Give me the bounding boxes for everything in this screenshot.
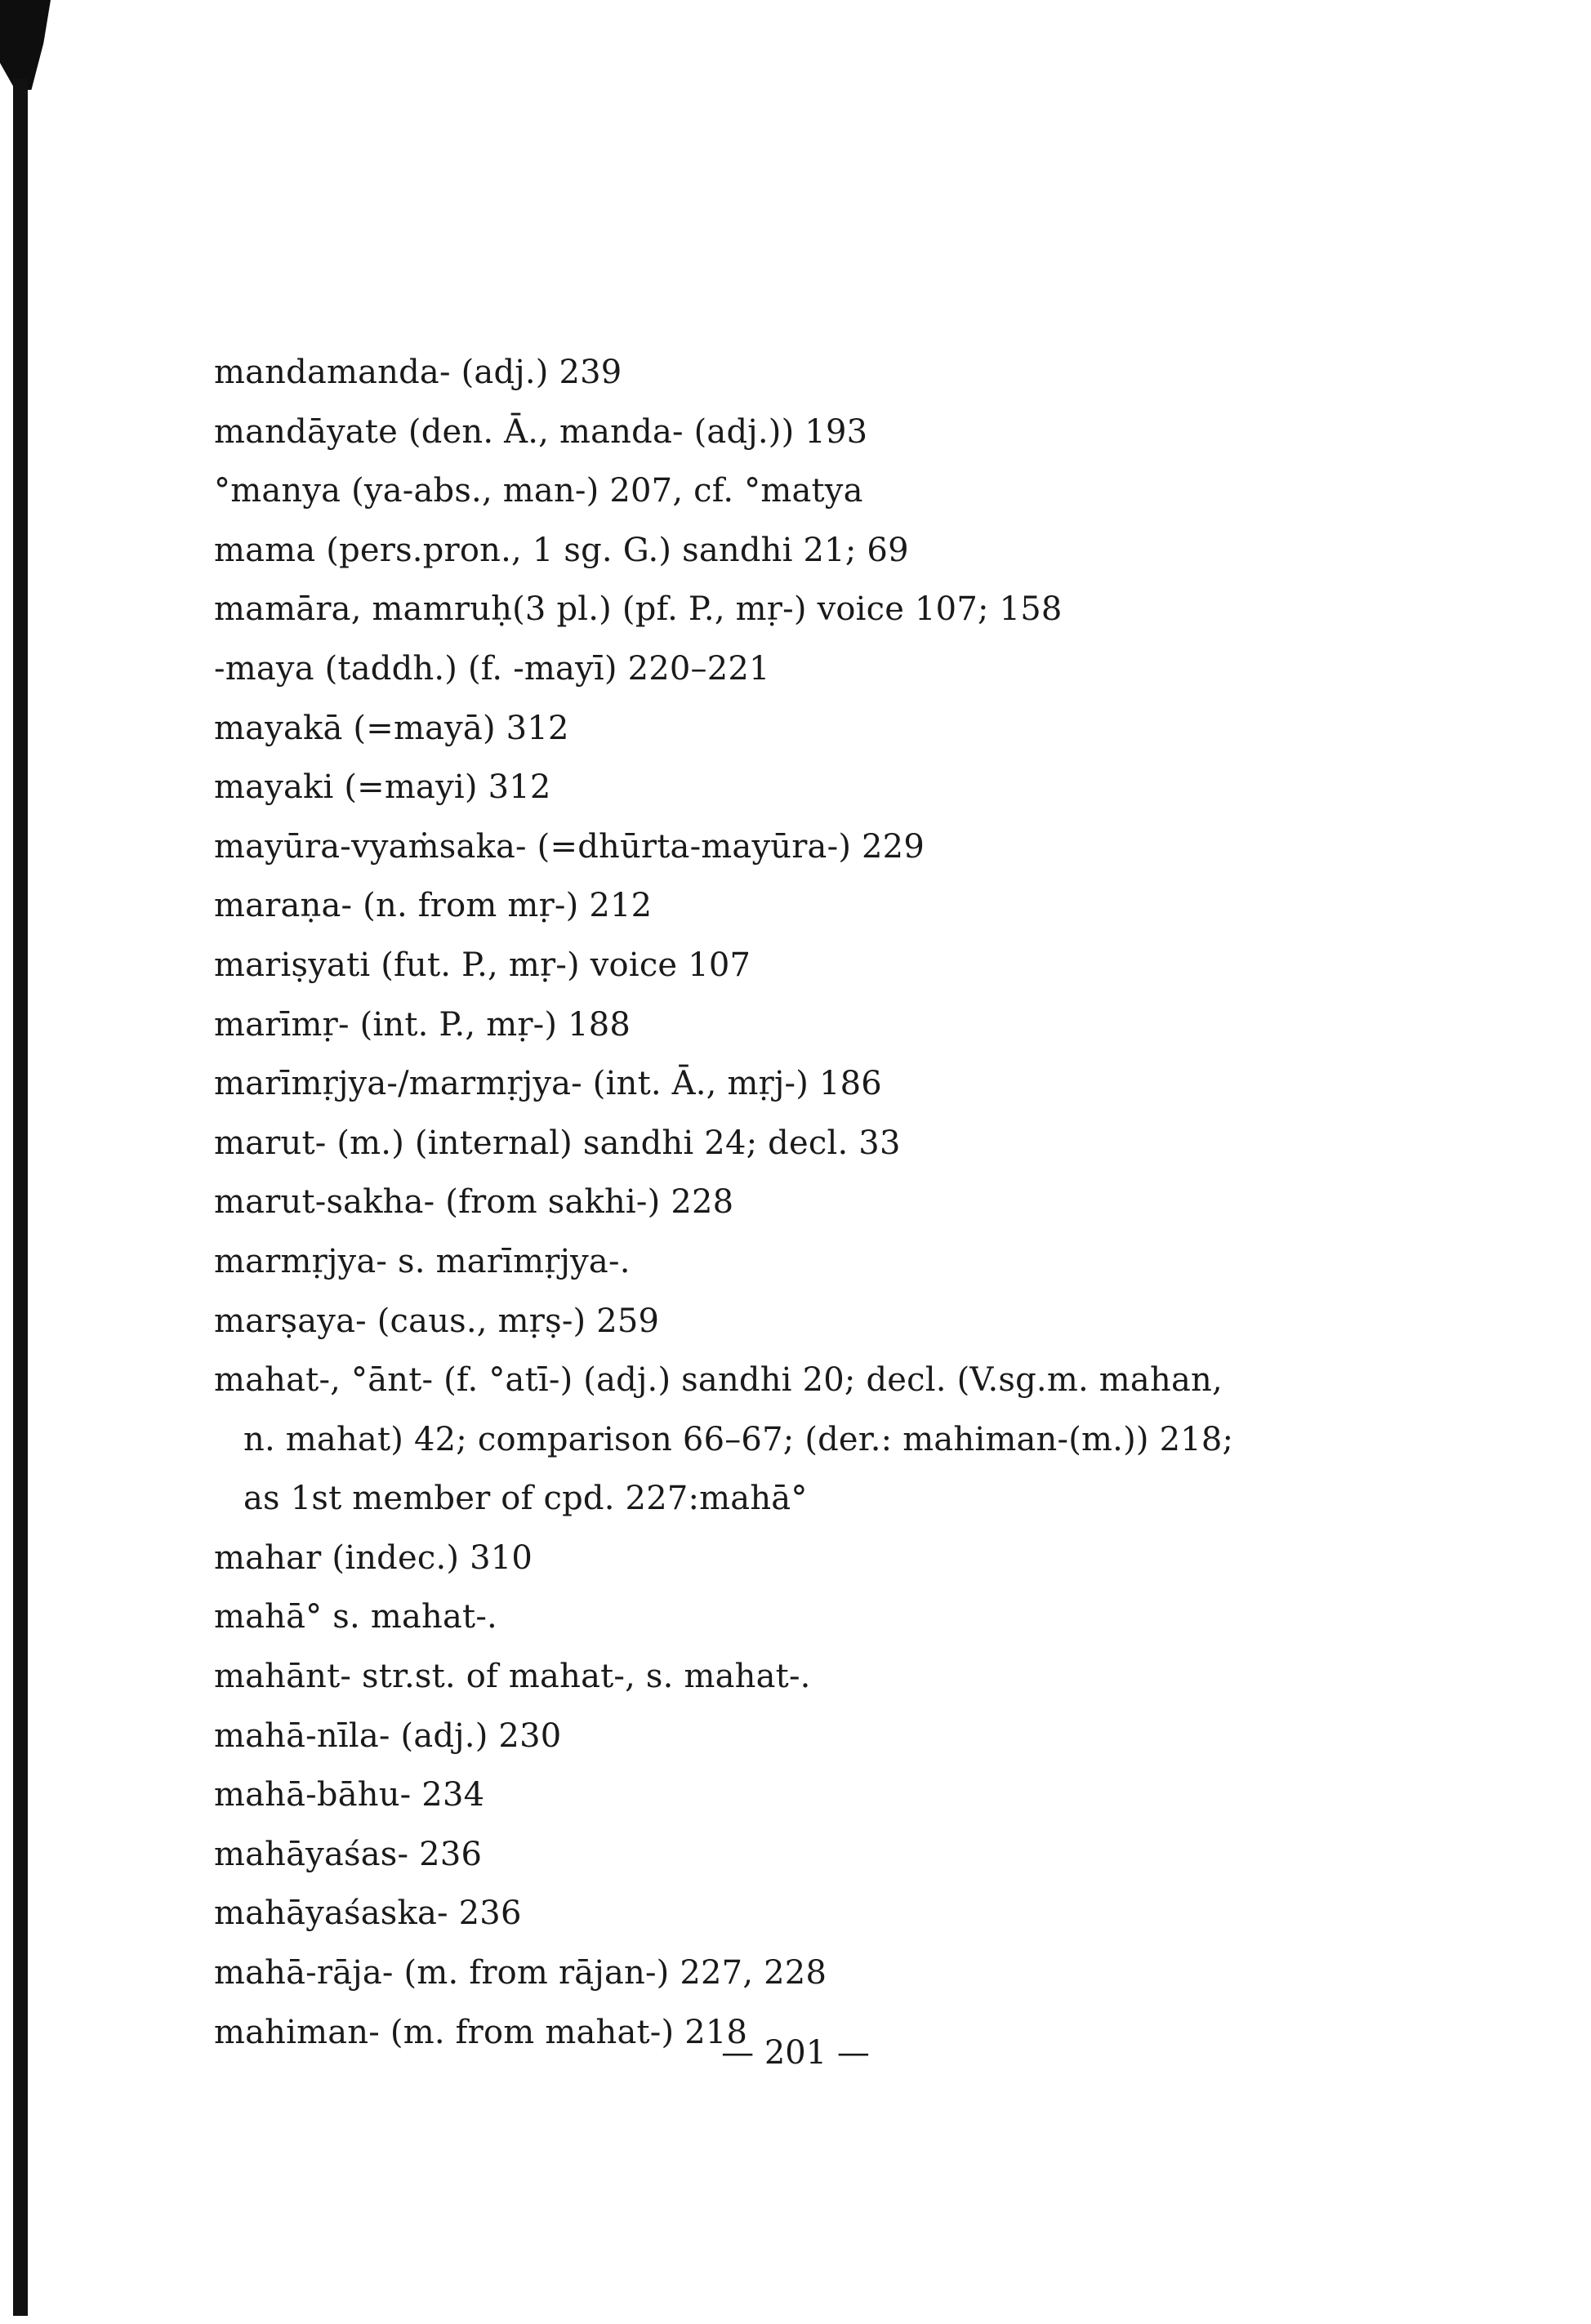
page-number: — 201 — bbox=[721, 2034, 870, 2072]
index-entry: mamāra, mamruḥ(3 pl.) (pf. P., mṛ-) voice 107; 158 bbox=[214, 590, 1063, 629]
index-entry: mahāyaśaska- 236 bbox=[214, 1894, 522, 1933]
index-entry: mandamanda- (adj.) 239 bbox=[214, 354, 622, 391]
index-entry: -maya (taddh.) (f. -mayī) 220–221 bbox=[214, 649, 770, 688]
index-entry-continuation: as 1st member of cpd. 227:mahā° bbox=[243, 1480, 808, 1518]
index-entry: mariṣyati (fut. P., mṛ-) voice 107 bbox=[214, 946, 751, 984]
index-entry: mahānt- str.st. of mahat-, s. mahat-. bbox=[214, 1658, 811, 1696]
index-entry: marmṛjya- s. marīmṛjya-. bbox=[214, 1242, 631, 1280]
index-entry-continuation: n. mahat) 42; comparison 66–67; (der.: mahiman-(m.)) 218; bbox=[243, 1420, 1234, 1458]
index-entry: mayakā (=mayā) 312 bbox=[214, 709, 569, 747]
index-entry: mahar (indec.) 310 bbox=[214, 1538, 533, 1577]
index-entry: mandāyate (den. Ā., manda- (adj.)) 193 bbox=[214, 412, 868, 451]
index-entry: mayūra-vyaṁsaka- (=dhūrta-mayūra-) 229 bbox=[214, 827, 925, 866]
binding-shadow bbox=[0, 0, 51, 90]
index-entry: marīmṛ- (int. P., mṛ-) 188 bbox=[214, 1005, 631, 1044]
index-entry: mahā-nīla- (adj.) 230 bbox=[214, 1716, 562, 1755]
index-entry: marut- (m.) (internal) sandhi 24; decl. 33 bbox=[214, 1124, 901, 1162]
index-entry: mahā-rāja- (m. from rājan-) 227, 228 bbox=[214, 1954, 827, 1992]
index-entry: mahāyaśas- 236 bbox=[214, 1835, 483, 1873]
index-entry: maraṇa- (n. from mṛ-) 212 bbox=[214, 887, 653, 925]
index-entry: marut-sakha- (from sakhi-) 228 bbox=[214, 1183, 734, 1222]
index-list bbox=[214, 343, 1390, 2062]
index-entry: mahiman- (m. from mahat-) 218 bbox=[214, 2013, 748, 2051]
index-entry: mahā° s. mahat-. bbox=[214, 1598, 497, 1636]
index-entry: mama (pers.pron., 1 sg. G.) sandhi 21; 69 bbox=[214, 531, 909, 569]
index-entry: marṣaya- (caus., mṛṣ-) 259 bbox=[214, 1302, 660, 1340]
index-entry: °manya (ya-abs., man-) 207, cf. °matya bbox=[214, 472, 863, 510]
index-entry: mahā-bāhu- 234 bbox=[214, 1776, 485, 1814]
index-entry: mayaki (=mayi) 312 bbox=[214, 768, 551, 807]
page-edge-bar bbox=[13, 78, 28, 2316]
index-entry: marīmṛjya-/marmṛjya- (int. Ā., mṛj-) 186 bbox=[214, 1065, 882, 1103]
index-entry: mahat-, °ānt- (f. °atī-) (adj.) sandhi 20; decl. (V.sg.m. mahan, bbox=[214, 1361, 1223, 1400]
